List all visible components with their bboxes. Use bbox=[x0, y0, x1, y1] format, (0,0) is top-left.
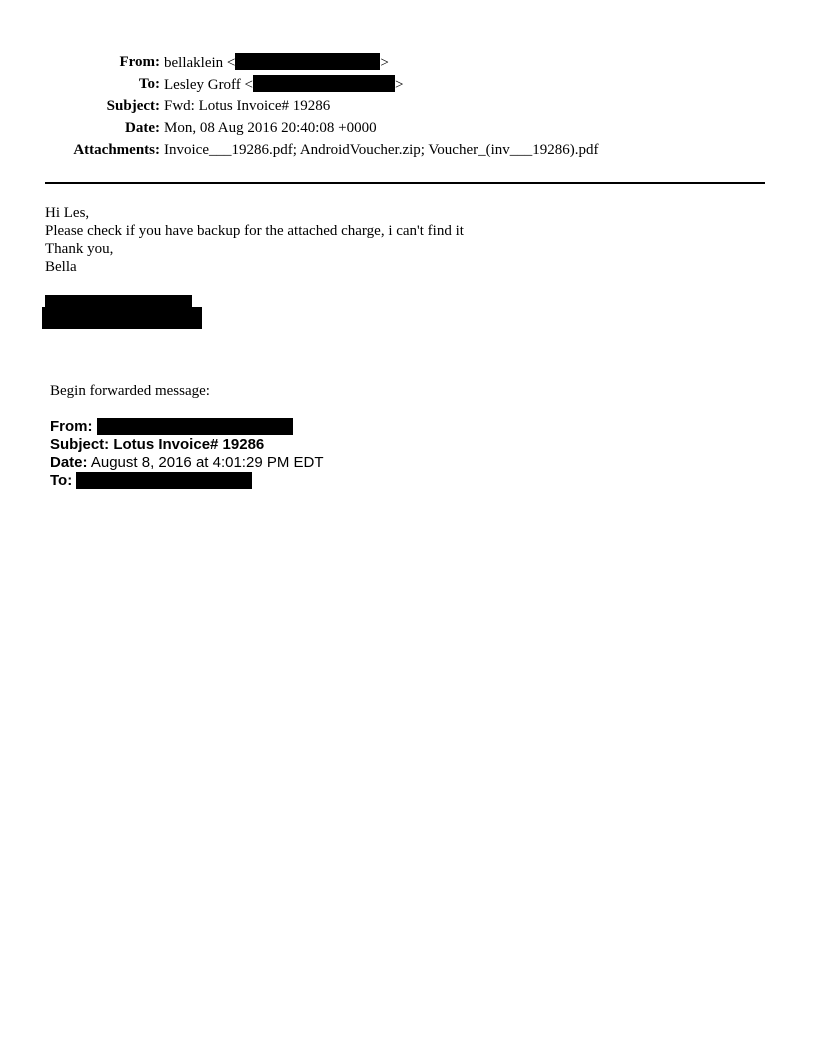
closing: Thank you, bbox=[45, 241, 114, 257]
redaction-bar bbox=[97, 418, 293, 435]
signature-redaction bbox=[42, 307, 202, 329]
forwarded-subject-label: Subject: bbox=[50, 436, 110, 453]
to-close: > bbox=[395, 77, 404, 93]
forwarded-date-label: Date: bbox=[50, 454, 88, 471]
forwarded-to bbox=[50, 472, 252, 490]
signature: Bella bbox=[45, 259, 77, 275]
greeting: Hi Les, bbox=[45, 205, 90, 221]
forwarded-subject bbox=[50, 436, 264, 454]
to-value bbox=[164, 75, 403, 94]
subject-value: Fwd: Lotus Invoice# 19286 bbox=[164, 98, 331, 114]
forwarded-from bbox=[50, 418, 293, 436]
message-line: Please check if you have backup for the attached charge, i can't find it bbox=[45, 223, 464, 239]
redaction-bar bbox=[253, 75, 395, 92]
date-value: Mon, 08 Aug 2016 20:40:08 +0000 bbox=[164, 120, 377, 136]
attachments-label: Attachments: bbox=[73, 142, 160, 158]
attachments-value: Invoice___19286.pdf; AndroidVoucher.zip; Voucher_(inv___19286).pdf bbox=[164, 142, 599, 158]
forwarded-subject-value: Lotus Invoice# 19286 bbox=[113, 436, 265, 453]
redaction-bar bbox=[76, 472, 252, 489]
to-name: Lesley Groff < bbox=[164, 77, 253, 93]
to-label: To: bbox=[138, 76, 160, 92]
header-divider bbox=[45, 182, 765, 184]
from-label: From: bbox=[119, 54, 160, 70]
forwarded-to-label: To: bbox=[50, 472, 73, 489]
forwarded-from-label: From: bbox=[50, 418, 93, 435]
from-name: bellaklein < bbox=[164, 55, 236, 71]
redaction-bar bbox=[235, 53, 380, 70]
forwarded-date bbox=[50, 454, 324, 472]
forwarded-intro: Begin forwarded message: bbox=[50, 383, 210, 399]
date-label: Date: bbox=[125, 120, 160, 136]
from-value bbox=[164, 53, 389, 72]
subject-label: Subject: bbox=[106, 98, 160, 114]
forwarded-date-value: August 8, 2016 at 4:01:29 PM EDT bbox=[90, 454, 324, 471]
from-close: > bbox=[380, 55, 389, 71]
